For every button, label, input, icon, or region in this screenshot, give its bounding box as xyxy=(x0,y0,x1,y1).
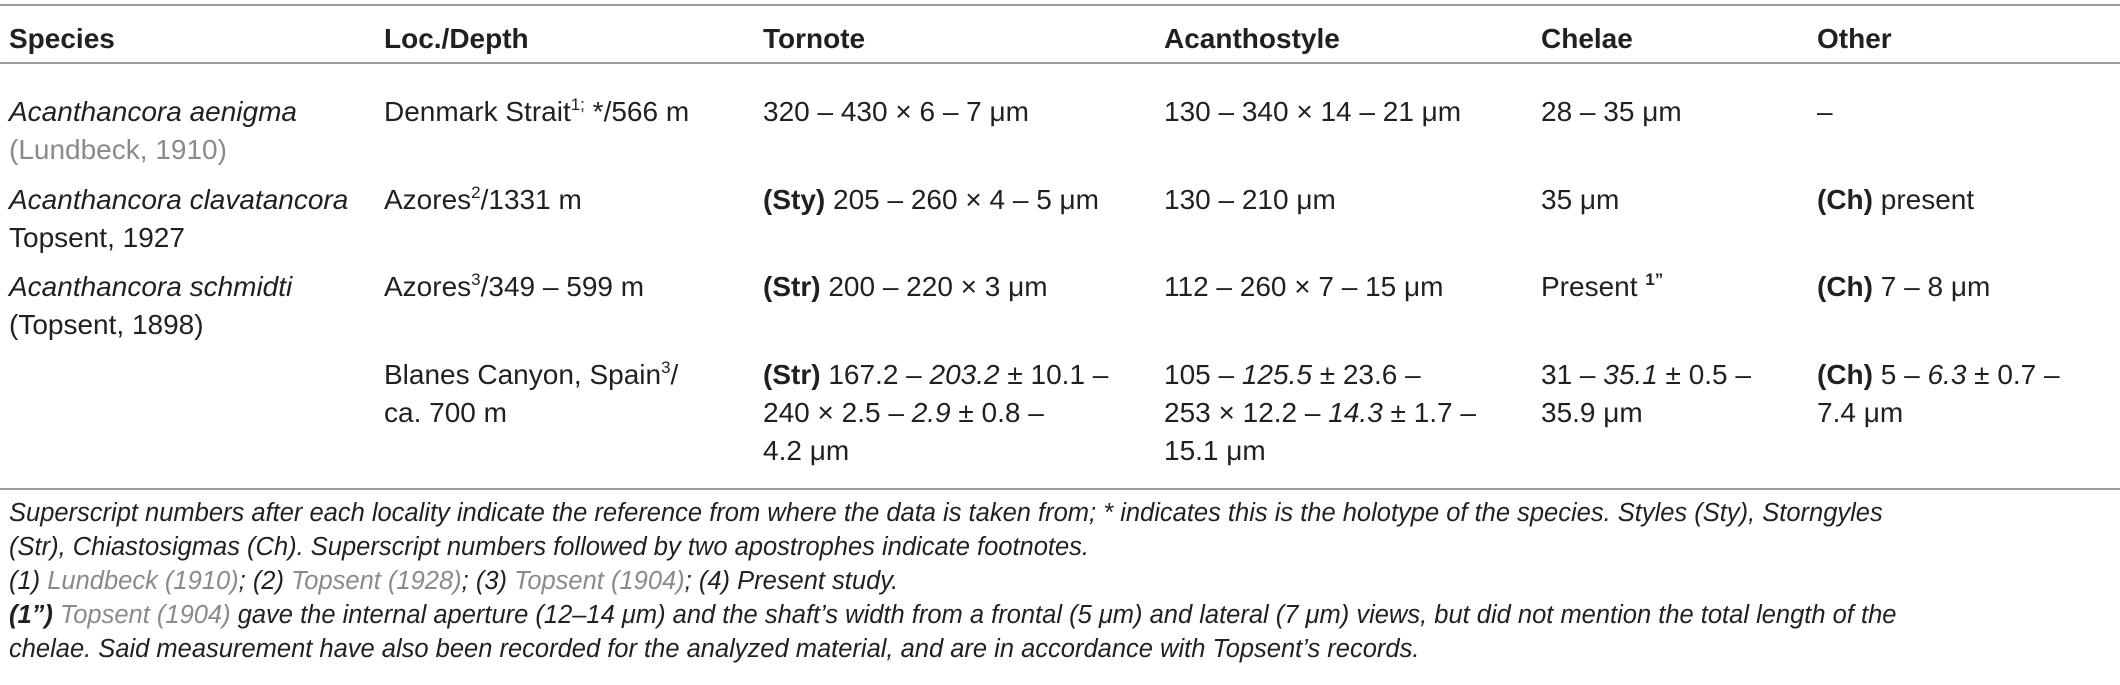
footnote-line: Superscript numbers after each locality indicate the reference from where the data is taken from; * indicates this is the holotype of the species. Styles (Sty), Storngyles xyxy=(9,499,1883,527)
other-value: (Ch) 5 – 6.3 ± 0.7 – 7.4 μm xyxy=(1817,359,2060,428)
species-name: Acanthancora aenigma xyxy=(9,96,297,127)
chelae-value: 28 – 35 μm xyxy=(1541,96,1682,127)
footnote-marker: 1” xyxy=(1645,270,1664,289)
footnote-note: (1”) Topsent (1904) gave the internal aperture (12–14 μm) and the shaft’s width from a frontal (5 μm) and lateral (7 μm) views, but did not mention the total length of the xyxy=(9,601,1897,629)
header-tornote: Tornote xyxy=(763,23,866,54)
table-header-rule xyxy=(0,62,2120,64)
species-authority: (Lundbeck, 1910) xyxy=(9,134,227,165)
table-row-species xyxy=(9,93,297,169)
header-species: Species xyxy=(9,23,115,54)
tornote-value: (Str) 167.2 – 203.2 ± 10.1 – 240 × 2.5 – 2.9 ± 0.8 – 4.2 μm xyxy=(763,359,1109,466)
other-value: (Ch) 7 – 8 μm xyxy=(1817,271,1991,302)
acanthostyle-value: 112 – 260 × 7 – 15 μm xyxy=(1164,271,1444,302)
header-chelae: Chelae xyxy=(1541,23,1633,54)
table-row-species xyxy=(9,181,348,257)
tornote-value: (Str) 200 – 220 × 3 μm xyxy=(763,271,1048,302)
species-authority: Topsent, 1927 xyxy=(9,222,185,253)
footnote-references: (1) Lundbeck (1910); (2) Topsent (1928); (3) Topsent (1904); (4) Present study. xyxy=(9,567,899,595)
species-name: Acanthancora clavatancora xyxy=(9,184,349,215)
other-value: (Ch) present xyxy=(1817,184,1975,215)
footnote-note-continued: chelae. Said measurement have also been recorded for the analyzed material, and are in accordance with Topsent’s records. xyxy=(9,635,1420,663)
species-name: Acanthancora schmidti xyxy=(9,271,293,302)
header-acanthostyle: Acanthostyle xyxy=(1164,23,1340,54)
footnote-line: (Str), Chiastosigmas (Ch). Superscript numbers followed by two apostrophes indicate footnotes. xyxy=(9,533,1089,561)
header-other: Other xyxy=(1817,23,1892,54)
acanthostyle-value: 130 – 340 × 14 – 21 μm xyxy=(1164,96,1462,127)
chelae-value: 31 – 35.1 ± 0.5 – 35.9 μm xyxy=(1541,359,1751,428)
location-depth: Denmark Strait$^{1;}$ */566 m xyxy=(384,95,690,127)
species-authority: (Topsent, 1898) xyxy=(9,309,204,340)
table-footnotes xyxy=(9,496,2114,666)
tornote-value: 320 – 430 × 6 – 7 μm xyxy=(763,96,1029,127)
chelae-value: Present $^{1”}$ xyxy=(1541,270,1664,302)
acanthostyle-value: 130 – 210 μm xyxy=(1164,184,1336,215)
location-depth: Blanes Canyon, Spain$^3$/ ca. 700 m xyxy=(384,358,679,428)
tornote-value: (Sty) 205 – 260 × 4 – 5 μm xyxy=(763,184,1099,215)
table-bottom-rule xyxy=(0,488,2120,490)
location-depth: Azores$^2$/1331 m xyxy=(384,183,582,215)
acanthostyle-value: 105 – 125.5 ± 23.6 – 253 × 12.2 – 14.3 ± 1.7 – 15.1 μm xyxy=(1164,359,1476,466)
location-depth: Azores$^3$/349 – 599 m xyxy=(384,270,645,302)
header-location: Loc./Depth xyxy=(384,23,529,54)
table-top-rule xyxy=(0,4,2120,6)
other-value: – xyxy=(1817,96,1833,127)
table-row-species xyxy=(9,268,292,344)
chelae-value: 35 μm xyxy=(1541,184,1620,215)
